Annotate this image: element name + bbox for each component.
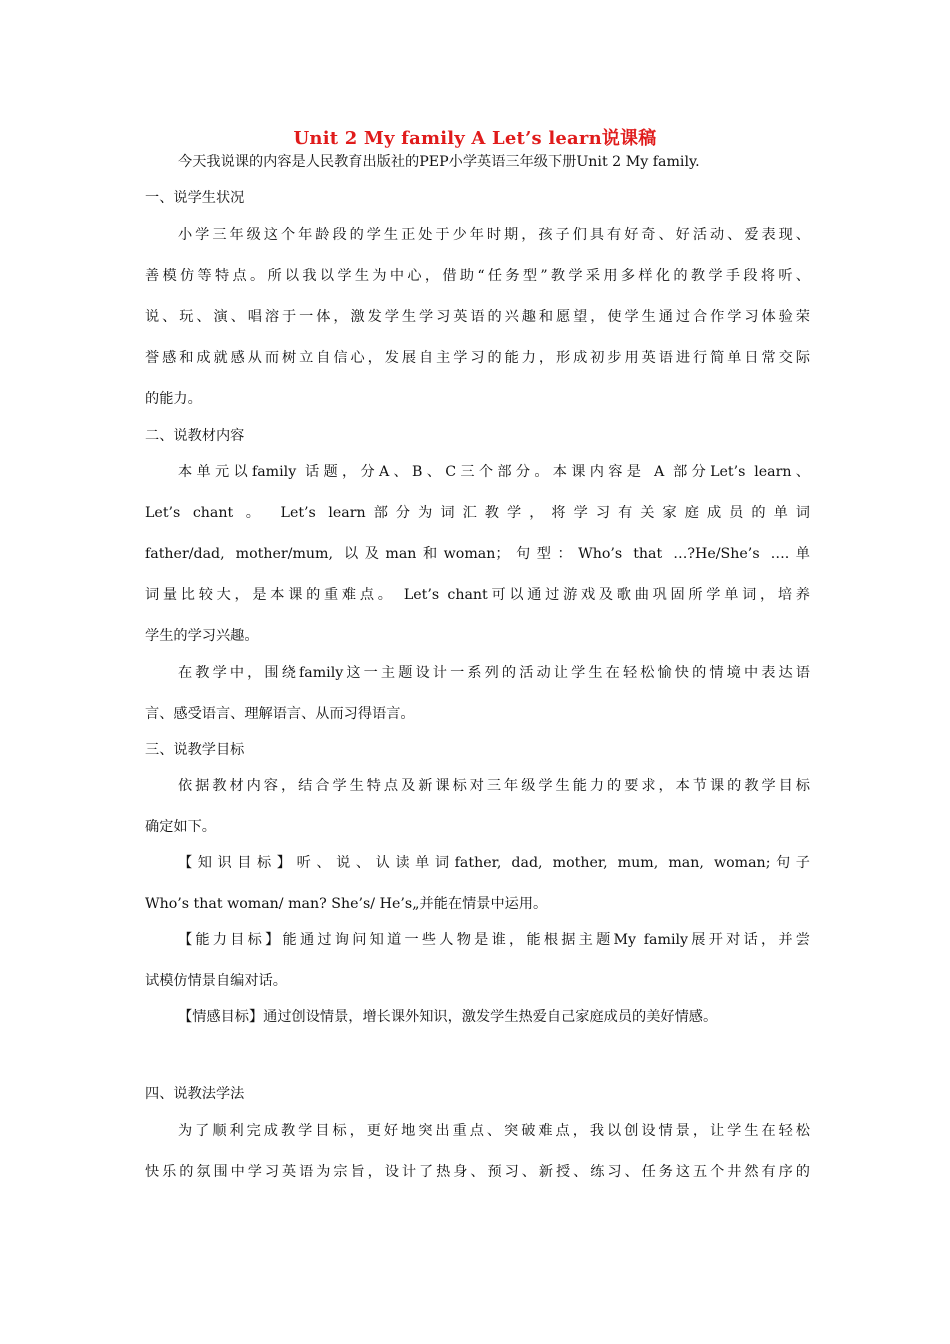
- paragraph-line: 的能力。: [145, 391, 202, 407]
- paragraph-line: 快乐的氛围中学习英语为宗旨，设计了热身、预习、新授、练习、任务这五个井然有序的: [145, 1164, 810, 1180]
- section-heading-materials: 二、说教材内容: [145, 428, 245, 444]
- paragraph-line: father/dad, mother/mum, 以及man和woman；句型：Who’s that …?He/She’s ….单: [145, 546, 810, 562]
- paragraph-line: 确定如下。: [145, 819, 216, 835]
- paragraph-line: 【情感目标】通过创设情景，增长课外知识，激发学生热爱自己家庭成员的美好情感。: [178, 1009, 718, 1025]
- paragraph-line: 【能力目标】能通过询问知道一些人物是谁，能根据主题My family展开对话，并尝: [178, 932, 810, 948]
- document-title: Unit 2 My family A Let’s learn说课稿: [293, 128, 657, 149]
- paragraph-line: 言、感受语言、理解语言、从而习得语言。: [145, 706, 415, 722]
- paragraph-line: 说、玩、演、唱溶于一体，激发学生学习英语的兴趣和愿望，使学生通过合作学习体验荣: [145, 309, 810, 325]
- paragraph-line: 为了顺利完成教学目标，更好地突出重点、突破难点，我以创设情景，让学生在轻松: [178, 1123, 810, 1139]
- paragraph-line: 本单元以family 话题，分A、B、C三个部分。本课内容是 A 部分Let’s learn、: [178, 464, 810, 480]
- section-heading-objectives: 三、说教学目标: [145, 742, 245, 758]
- paragraph-line: 依据教材内容，结合学生特点及新课标对三年级学生能力的要求，本节课的教学目标: [178, 778, 810, 794]
- section-heading-students: 一、说学生状况: [145, 190, 245, 206]
- paragraph-line: 词量比较大，是本课的重难点。 Let’s chant可以通过游戏及歌曲巩固所学单词，培养: [145, 587, 810, 603]
- paragraph-line: Who’s that woman/ man? She’s/ He’s„并能在情景中运用。: [145, 896, 548, 912]
- paragraph-line: 小学三年级这个年龄段的学生正处于少年时期，孩子们具有好奇、好活动、爱表现、: [178, 227, 810, 243]
- paragraph-line: 善模仿等特点。所以我以学生为中心，借助“任务型”教学采用多样化的教学手段将听、: [145, 268, 810, 284]
- paragraph-line: 在教学中，围绕family这一主题设计一系列的活动让学生在轻松愉快的情境中表达语: [178, 665, 810, 681]
- paragraph-line: 试模仿情景自编对话。: [145, 973, 287, 989]
- paragraph-line: Let’s chant 。 Let’s learn部分为词汇教学，将学习有关家庭成员的单词: [145, 505, 810, 521]
- section-heading-methods: 四、说教法学法: [145, 1086, 245, 1102]
- intro-paragraph: 今天我说课的内容是人民教育出版社的PEP小学英语三年级下册Unit 2 My family.: [178, 154, 700, 170]
- paragraph-line: 学生的学习兴趣。: [145, 628, 259, 644]
- paragraph-line: 【知识目标】听、说、认读单词father, dad, mother, mum, man, woman;句子: [178, 855, 810, 871]
- paragraph-line: 誉感和成就感从而树立自信心，发展自主学习的能力，形成初步用英语进行简单日常交际: [145, 350, 810, 366]
